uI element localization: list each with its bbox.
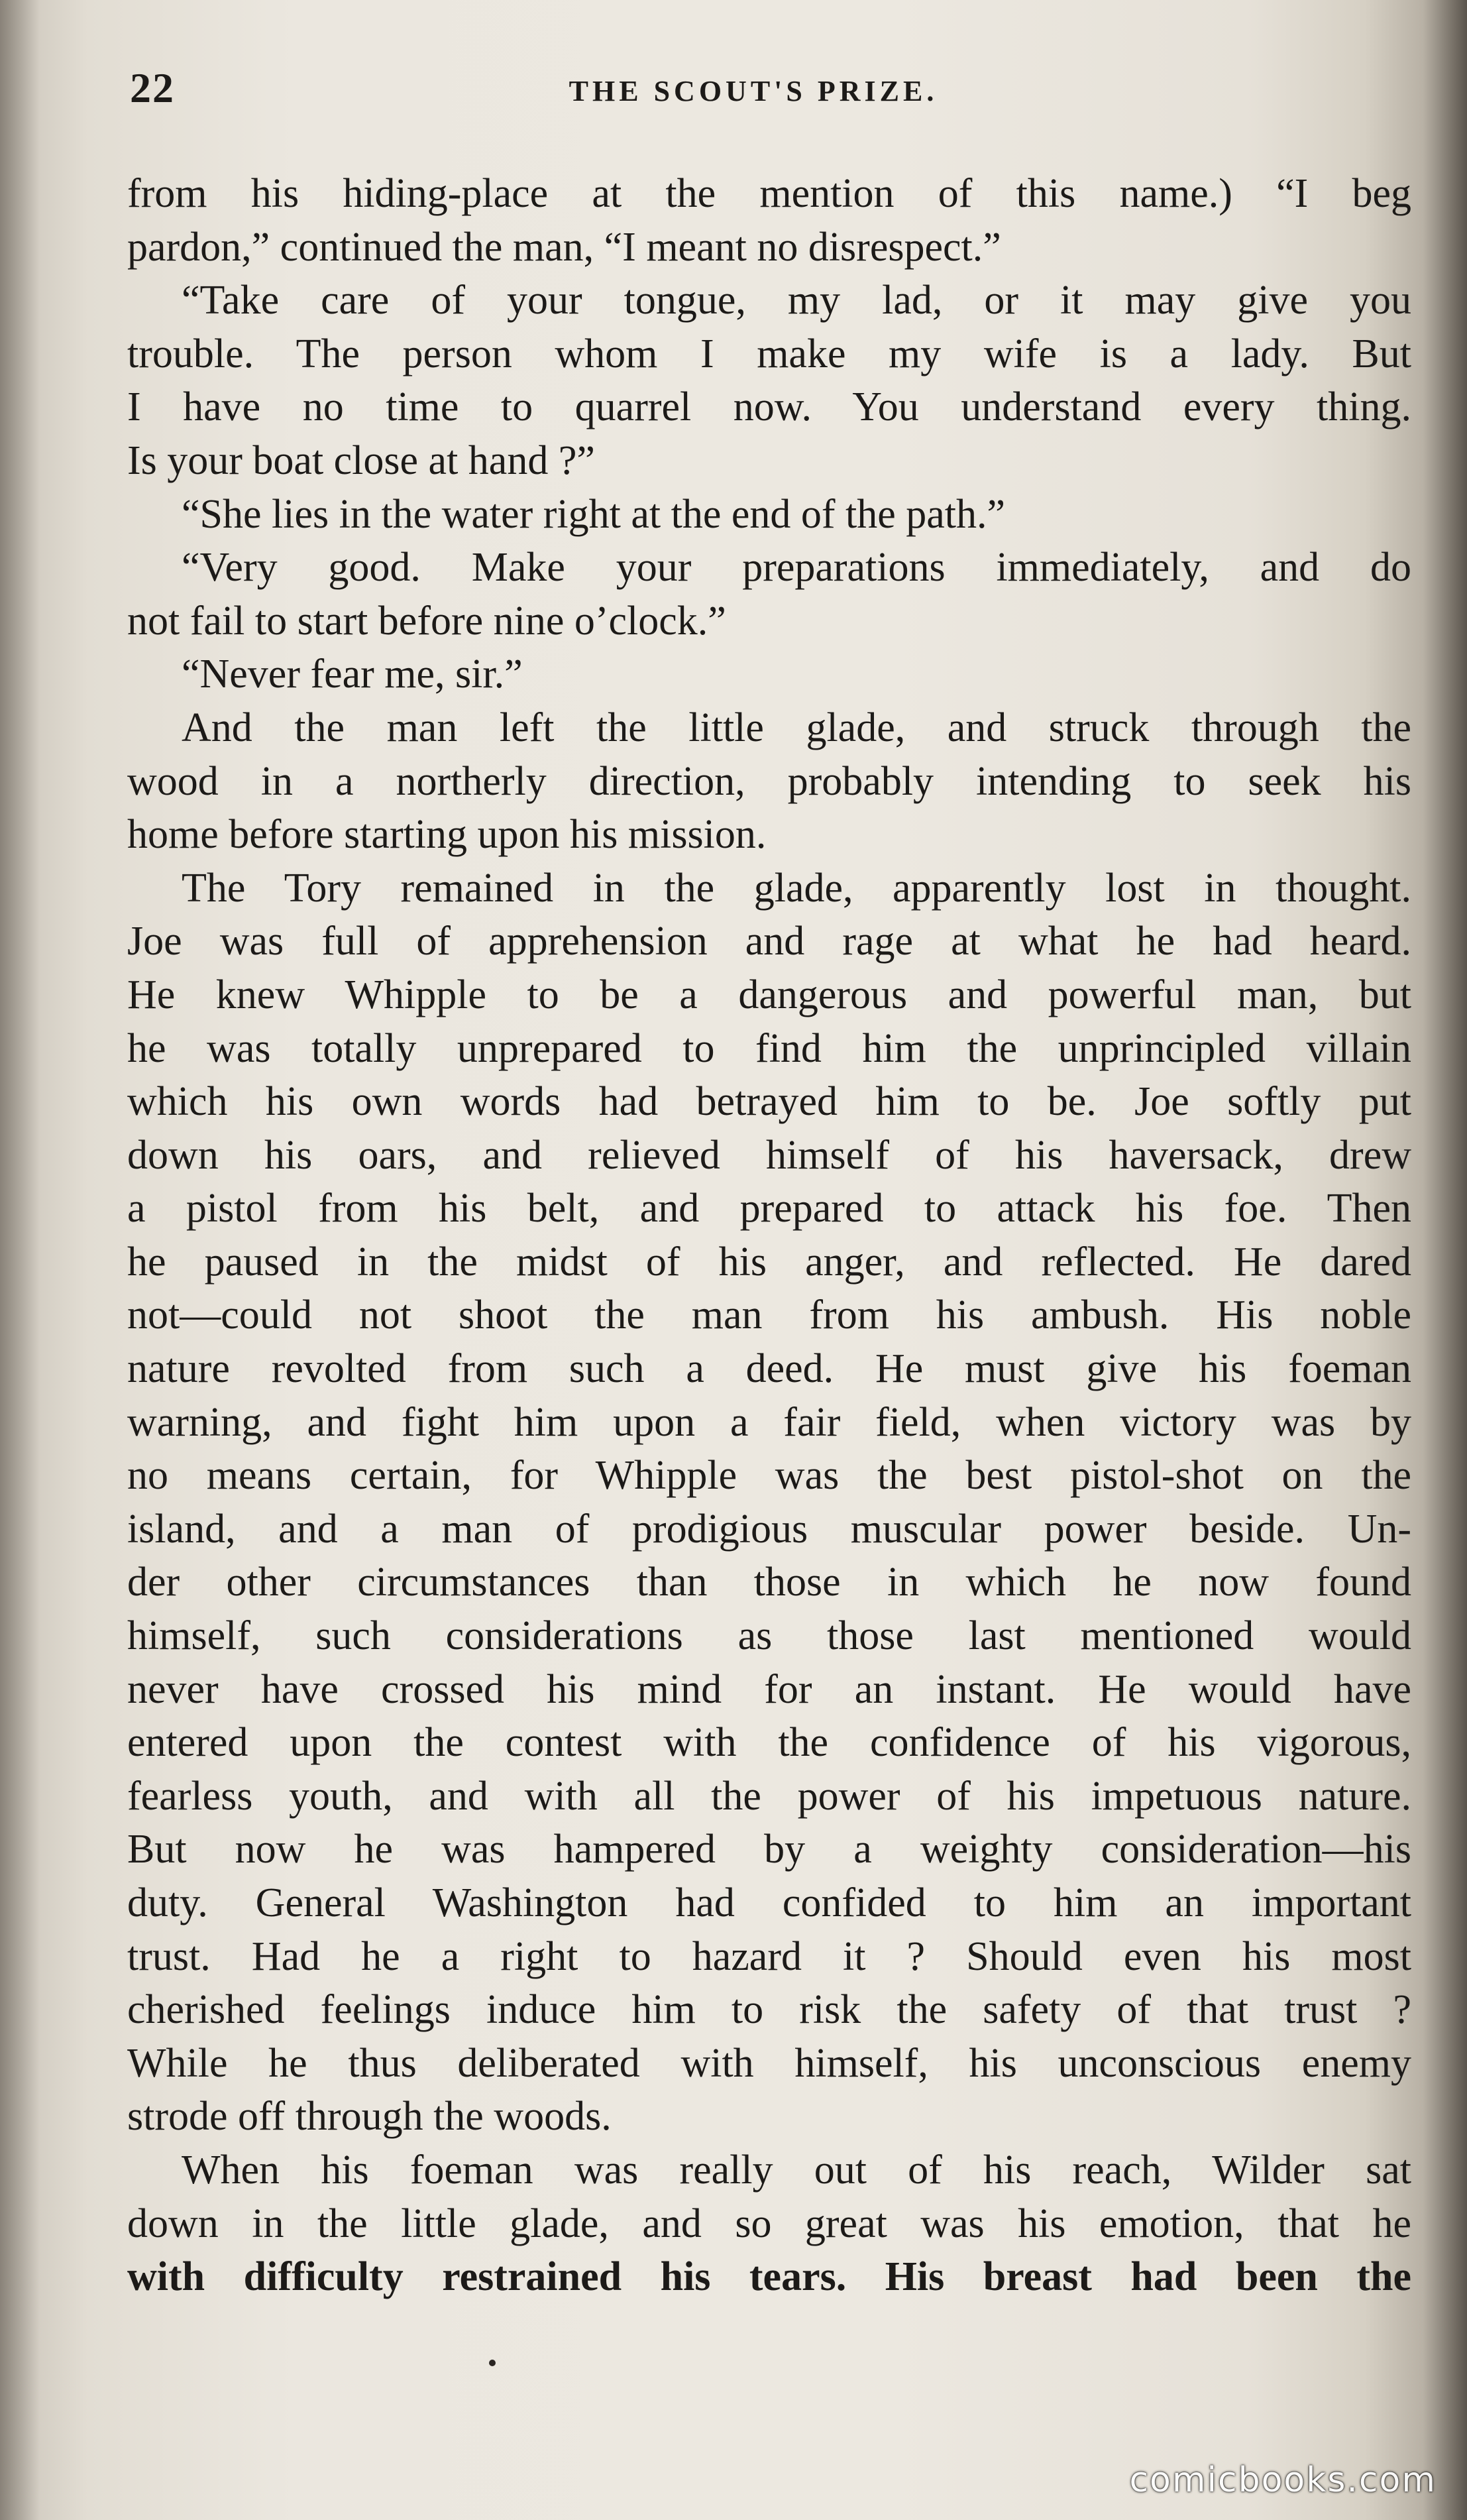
text-line: trouble. The person whom I make my wife is a lady. But [127, 331, 1411, 376]
text-line: down in the little glade, and so great was his emotion, that he [127, 2201, 1411, 2246]
text-line: “She lies in the water right at the end of the path.” [182, 491, 1006, 537]
text-line: down his oars, and relieved himself of his haversack, drew [127, 1132, 1411, 1178]
text-line: he paused in the midst of his anger, and reflected. He dared [127, 1239, 1411, 1285]
text-line: he was totally unprepared to find him the unprincipled villain [127, 1025, 1411, 1071]
gutter-shadow [0, 0, 40, 2520]
body-text [127, 167, 1411, 2304]
text-line: wood in a northerly direction, probably intending to seek his [127, 758, 1411, 804]
text-line: The Tory remained in the glade, apparently lost in thought. [182, 865, 1411, 911]
text-line: But now he was hampered by a weighty consideration—his [127, 1827, 1411, 1872]
text-line: island, and a man of prodigious muscular power beside. Un- [127, 1506, 1411, 1552]
text-line: no means certain, for Whipple was the best pistol-shot on the [127, 1453, 1411, 1499]
text-line: with difficulty restrained his tears. His breast had been the [127, 2254, 1411, 2300]
text-line: a pistol from his belt, and prepared to attack his foe. Then [127, 1186, 1411, 1231]
text-line: duty. General Washington had confided to him an important [127, 1880, 1411, 1925]
text-line: nature revolted from such a deed. He must give his foeman [127, 1346, 1411, 1392]
text-line: fearless youth, and with all the power of his impetuous nature. [127, 1773, 1411, 1819]
watermark: comicbooks.com [1129, 2460, 1437, 2500]
text-line: from his hiding-place at the mention of this name.) “I beg [127, 171, 1411, 216]
text-line: pardon,” continued the man, “I meant no disrespect.” [127, 224, 1001, 270]
text-line: “Take care of your tongue, my lad, or it may give you [182, 278, 1411, 323]
text-line: Is your boat close at hand ?” [127, 437, 595, 483]
text-line: warning, and fight him upon a fair field, when victory was by [127, 1399, 1411, 1445]
text-line: “Very good. Make your preparations immediately, and do [182, 545, 1411, 591]
ink-speck [489, 2360, 496, 2366]
text-line: cherished feelings induce him to risk the safety of that trust ? [127, 1987, 1411, 2033]
text-line: home before starting upon his mission. [127, 812, 767, 858]
text-line: He knew Whipple to be a dangerous and powerful man, but [127, 972, 1411, 1017]
running-head: THE SCOUT'S PRIZE. [569, 75, 938, 107]
text-line: trust. Had he a right to hazard it ? Should even his most [127, 1933, 1411, 1979]
text-line: strode off through the woods. [127, 2094, 612, 2140]
text-line: “Never fear me, sir.” [182, 652, 523, 697]
text-line: not fail to start before nine o’clock.” [127, 598, 726, 644]
text-line: never have crossed his mind for an instant. He would have [127, 1666, 1411, 1712]
page-number: 22 [130, 64, 175, 111]
text-line: which his own words had betrayed him to be. Joe softly put [127, 1079, 1411, 1125]
text-line: And the man left the little glade, and struck through the [182, 705, 1411, 750]
text-line: himself, such considerations as those last mentioned would [127, 1613, 1411, 1659]
text-line: I have no time to quarrel now. You understand every thing. [127, 384, 1411, 430]
text-line: Joe was full of apprehension and rage at what he had heard. [127, 919, 1411, 964]
text-line: not—could not shoot the man from his ambush. His noble [127, 1292, 1411, 1338]
text-line: While he thus deliberated with himself, his unconscious enemy [127, 2040, 1411, 2086]
text-line: When his foeman was really out of his reach, Wilder sat [182, 2147, 1411, 2193]
text-line: entered upon the contest with the confidence of his vigorous, [127, 1720, 1411, 1766]
text-line: der other circumstances than those in which he now found [127, 1560, 1411, 1605]
